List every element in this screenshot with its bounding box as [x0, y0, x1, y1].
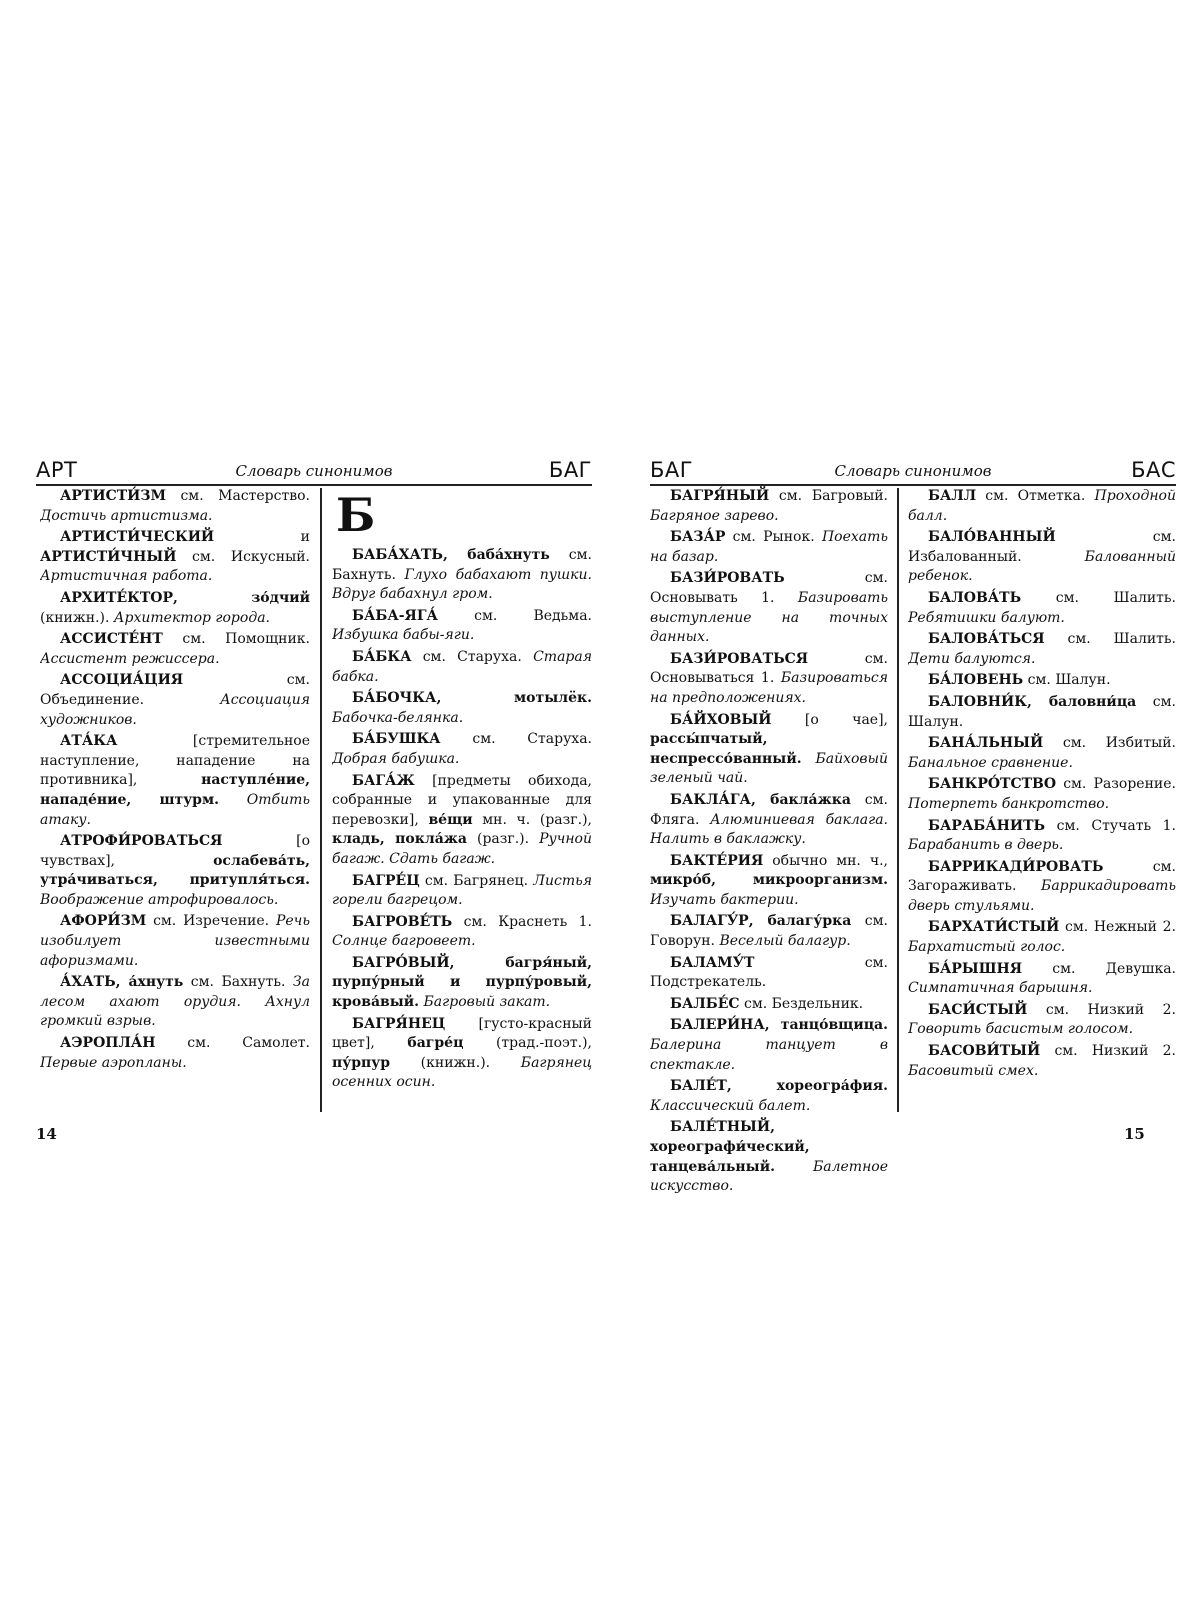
entry-headword: БАБА́ХАТЬ, баба́хнуть [352, 547, 550, 563]
entry-example: Ассистент режиссера. [40, 650, 220, 667]
dictionary-entry [908, 1042, 1176, 1081]
dictionary-entry [650, 711, 888, 789]
dictionary-entry [908, 858, 1176, 917]
dictionary-entry [650, 650, 888, 709]
dictionary-entry [650, 1077, 888, 1116]
entry-headword: БАЛОВНИ́К, баловни́ца [928, 693, 1137, 710]
entry-headword: БАРАБА́НИТЬ [928, 817, 1046, 834]
entry-text: см. Разорение. [1056, 776, 1176, 793]
entry-example: Архитектор города. [113, 609, 270, 626]
entry-headword: БА́БКА [352, 648, 412, 665]
entry-example: Балованный ребенок. [908, 548, 1176, 585]
entry-example: Листья горели багрецом. [332, 872, 592, 909]
entry-text: см. Низкий 2. [1040, 1043, 1176, 1060]
right-head-guide-word-start: БАГ [650, 458, 694, 482]
entry-headword: БАЛЕРИ́НА, танцо́вщица. [670, 1017, 888, 1034]
section-letter: Б [336, 488, 376, 542]
dictionary-entry [332, 730, 592, 769]
dictionary-entry [908, 528, 1176, 587]
entry-example: Дети балуются. [908, 650, 1036, 667]
entry-text: см. Старуха. [411, 648, 534, 665]
entry-example: Говорить басистым голосом. [908, 1021, 1134, 1038]
entry-headword: БА́ЙХОВЫЙ [670, 711, 772, 728]
entry-example: Классический балет. [650, 1097, 811, 1114]
entry-example: Изучать бактерии. [650, 891, 799, 908]
right-head-guide-word-end: БАС [1131, 458, 1176, 482]
entry-example: Глухо бабахают пушки. Вдруг бабахнул гром. [332, 566, 592, 603]
entry-text: см. Краснеть 1. [452, 913, 592, 930]
entry-text: (книжн.). [390, 1054, 521, 1071]
dictionary-entry [332, 913, 592, 952]
dictionary-entry [908, 630, 1176, 669]
entry-text: см. Стучать 1. [1045, 817, 1176, 834]
right-column-a [650, 486, 888, 1199]
entry-example: Старая бабка. [332, 648, 592, 685]
entry-headword: БАНА́ЛЬНЫЙ [928, 735, 1044, 752]
entry-headword: БАЗА́Р [670, 529, 726, 546]
entry-text: см. Основывать 1. [650, 570, 888, 606]
dictionary-entry [650, 1016, 888, 1075]
dictionary-entry [332, 872, 592, 911]
dictionary-entry [650, 954, 888, 993]
entry-example: Багрянец осенних осин. [332, 1054, 592, 1091]
page-number-left: 14 [36, 1125, 57, 1143]
entry-text: см. Помощник. [162, 631, 310, 648]
dictionary-entry [908, 1001, 1176, 1040]
entry-headword: АЭРОПЛА́Н [60, 1035, 156, 1052]
entry-text: см. Подстрекатель. [650, 954, 888, 991]
dictionary-entry [650, 852, 888, 911]
entry-headword: наступле́ние, нападе́ние, штурм. [40, 772, 310, 808]
entry-headword: БА́ЛОВЕНЬ [928, 672, 1024, 689]
entry-headword: микро́б, микроорганизм. [650, 872, 888, 889]
left-column-a [40, 486, 310, 1075]
entry-text: см. Шалун. [908, 693, 1176, 730]
entry-headword: АРХИТЕ́КТОР, зо́дчий [60, 589, 310, 606]
entry-headword: БА́БОЧКА, мотылёк. [352, 690, 592, 707]
entry-headword: АТА́КА [60, 733, 118, 750]
dictionary-entry [40, 630, 310, 669]
dictionary-entry [40, 671, 310, 730]
entry-text: см. Бахнуть. [332, 547, 592, 583]
dictionary-entry [908, 918, 1176, 957]
entry-example: Баррикадировать дверь стульями. [908, 878, 1176, 914]
entry-headword: БАГРЕ́Ц [352, 872, 420, 889]
entry-example: Добрая бабушка. [332, 750, 460, 767]
entry-example: Бабочка-белянка. [332, 709, 464, 726]
entry-example: Отбить атаку. [40, 791, 310, 828]
entry-example: Балетное искусство. [650, 1158, 888, 1195]
entry-text: см. Отметка. [976, 488, 1095, 504]
entry-text: [о чувствах], [40, 833, 310, 869]
entry-headword: АФОРИ́ЗМ [60, 913, 147, 930]
entry-text: см. Девушка. [1022, 960, 1176, 977]
entry-headword: ве́щи [428, 811, 473, 828]
entry-headword: БА́БА-ЯГА́ [352, 607, 438, 624]
entry-headword: АТРОФИ́РОВАТЬСЯ [60, 833, 223, 850]
dictionary-entry [908, 817, 1176, 856]
right-head-title: Словарь синонимов [834, 462, 992, 480]
dictionary-entry [908, 589, 1176, 628]
entry-example: Байховый зеленый чай. [650, 750, 888, 787]
entry-example: Проходной балл. [908, 488, 1176, 524]
left-head-title: Словарь синонимов [235, 462, 393, 480]
dictionary-entry [332, 689, 592, 728]
dictionary-entry [332, 648, 592, 687]
entry-headword: БАЛБЕ́С [670, 995, 740, 1012]
left-head-guide-word-end: БАГ [548, 458, 592, 482]
entry-example: Багровый закат. [423, 994, 551, 1011]
entry-text: см. Бахнуть. [183, 974, 293, 991]
dictionary-entry [332, 954, 592, 1013]
entry-text: [стремительное наступление, нападение на противника], [40, 733, 310, 789]
entry-example: Солнце багровеет. [332, 933, 476, 950]
entry-text [775, 1159, 813, 1175]
dictionary-entry [650, 1118, 888, 1196]
entry-example: Артистичная работа. [40, 568, 213, 585]
dictionary-entry [908, 960, 1176, 999]
entry-headword: БАЛО́ВАННЫЙ [928, 529, 1056, 546]
entry-text: см. Изречение. [146, 913, 276, 930]
dictionary-entry [650, 791, 888, 850]
entry-example: Веселый балагур. [719, 933, 851, 950]
dictionary-entry [40, 832, 310, 910]
entry-headword: БАКТЕ́РИЯ [670, 852, 764, 869]
entry-headword: БАЛОВА́ТЬ [928, 589, 1022, 606]
entry-text: см. Бездельник. [739, 995, 864, 1012]
left-column-divider [320, 488, 322, 1112]
entry-example: Бархатистый голос. [908, 939, 1066, 956]
entry-headword: БАЛЛ [928, 488, 977, 504]
dictionary-entry [908, 487, 1176, 526]
entry-text: см. Шалун. [1023, 672, 1111, 689]
dictionary-entry [908, 734, 1176, 773]
entry-headword: БАГРЯ́НЕЦ [352, 1015, 446, 1032]
entry-example: Ручной багаж. Сдать багаж. [332, 831, 592, 867]
left-running-head [36, 458, 592, 486]
entry-example: За лесом ахают орудия. Ахнул громкий взрыв. [40, 974, 310, 1030]
entry-example: Достичь артистизма. [40, 507, 213, 524]
entry-headword: БАЛАМУ́Т [670, 954, 755, 971]
entry-example: Ребятишки балуют. [908, 609, 1065, 626]
entry-headword: багре́ц [407, 1035, 464, 1052]
entry-example: Алюминиевая баклага. Налить в баклажку. [650, 811, 888, 848]
entry-text: см. Нежный 2. [1059, 919, 1176, 936]
dictionary-entry [908, 671, 1176, 691]
entry-example: Базировать выступление на точных данных. [650, 589, 888, 646]
entry-headword: АССОЦИА́ЦИЯ [60, 672, 184, 689]
left-head-guide-word-start: АРТ [36, 458, 78, 482]
entry-example: Потерпеть банкротство. [908, 795, 1110, 812]
entry-text: (разг.). [467, 831, 540, 848]
entry-headword: рассы́пчатый, неспрессо́ванный. [650, 731, 802, 767]
entry-headword: БАЛЕ́ТНЫЙ, хореографи́ческий, танцева́льный. [650, 1119, 810, 1175]
right-running-head [650, 458, 1176, 486]
entry-example: Басовитый смех. [908, 1062, 1039, 1079]
entry-text: см. Старуха. [440, 731, 592, 748]
entry-text: см. Основываться 1. [650, 650, 888, 687]
entry-text: см. Шалить. [1021, 589, 1176, 606]
entry-text: см. Говорун. [650, 913, 888, 950]
entry-text: см. Низкий 2. [1027, 1001, 1176, 1018]
entry-example: Ассоциация художников. [40, 691, 310, 728]
entry-headword: БАЛОВА́ТЬСЯ [928, 631, 1045, 648]
dictionary-entry [650, 912, 888, 951]
entry-example: Первые аэропланы. [40, 1054, 187, 1071]
entry-headword: БАНКРО́ТСТВО [928, 776, 1057, 793]
dictionary-entry [332, 607, 592, 646]
entry-text: (книжн.). [40, 609, 114, 626]
dictionary-entry [40, 528, 310, 587]
entry-headword: БАЗИ́РОВАТЬСЯ [670, 650, 809, 667]
entry-example: Поехать на базар. [650, 529, 888, 565]
entry-text: см. Загораживать. [908, 858, 1176, 895]
left-page [36, 458, 592, 1106]
entry-headword: БАГРЯ́НЫЙ [670, 488, 770, 504]
entry-text: см. Искусный. [176, 548, 310, 565]
entry-text: см. Фляга. [650, 791, 888, 828]
entry-headword: ослабева́ть, утра́чиваться, притупля́ться. [40, 852, 310, 889]
entry-text: см. Мастерство. [165, 488, 310, 504]
page-number-right: 15 [1124, 1125, 1145, 1143]
entry-headword: АССИСТЕ́НТ [60, 631, 163, 648]
entry-headword: БАРХАТИ́СТЫЙ [928, 919, 1060, 936]
dictionary-entry [40, 973, 310, 1032]
dictionary-entry [908, 775, 1176, 814]
entry-headword: АРТИСТИ́ЧНЫЙ [40, 548, 177, 565]
entry-headword: БАГРОВЕ́ТЬ [352, 913, 453, 930]
entry-text: и [214, 529, 310, 546]
entry-example: Барабанить в дверь. [908, 837, 1064, 854]
entry-headword: БАЗИ́РОВАТЬ [670, 570, 785, 587]
entry-text: см. Багровый. [769, 488, 888, 504]
entry-headword: БАГРО́ВЫЙ, багря́ный, пурпу́рный и пурпу́ровый, крова́вый. [332, 954, 592, 1011]
entry-example: Балерина танцует в спектакле. [650, 1037, 888, 1073]
entry-headword: пу́рпур [332, 1054, 390, 1071]
entry-headword: БАСИ́СТЫЙ [928, 1001, 1028, 1018]
entry-example: Речь изобилует известными афоризмами. [40, 913, 310, 969]
entry-headword: БАРРИКАДИ́РОВАТЬ [928, 858, 1104, 875]
entry-example: Воображение атрофировалось. [40, 891, 279, 908]
left-column-b [332, 486, 592, 1095]
entry-headword: БАСОВИ́ТЫЙ [928, 1043, 1041, 1060]
dictionary-entry [40, 487, 310, 526]
entry-headword: А́ХАТЬ, а́хнуть [60, 974, 184, 991]
entry-text: см. Самолет. [155, 1035, 310, 1052]
entry-headword: кладь, покла́жа [332, 831, 468, 848]
entry-text: [о чае], [771, 711, 888, 728]
entry-text: см. Избалованный. [908, 529, 1176, 565]
entry-headword: БАГА́Ж [352, 772, 415, 789]
dictionary-entry [650, 569, 888, 647]
entry-text: мн. ч. (разг.), [472, 811, 592, 828]
dictionary-entry [40, 589, 310, 628]
entry-text: см. Шалить. [1044, 631, 1176, 648]
entry-text [802, 751, 816, 767]
entry-headword: БАКЛА́ГА, бакла́жка [670, 791, 851, 808]
entry-headword: АРТИСТИ́ЗМ [60, 488, 166, 504]
entry-text: [предметы обихода, собранные и упакованные для перевозки], [332, 772, 592, 828]
dictionary-entry [650, 487, 888, 526]
entry-headword: БАЛЕ́Т, хореогра́фия. [670, 1078, 888, 1095]
entry-text [219, 792, 247, 808]
entry-example: Багряное зарево. [650, 507, 779, 524]
dictionary-entry [332, 772, 592, 870]
entry-example: Банальное сравнение. [908, 754, 1073, 771]
entry-headword: БА́БУШКА [352, 731, 441, 748]
entry-text: см. Избитый. [1043, 735, 1176, 752]
dictionary-entry [650, 995, 888, 1015]
entry-example: Базироваться на предположениях. [650, 670, 888, 706]
right-column-divider [897, 488, 899, 1112]
entry-text: см. Объединение. [40, 672, 310, 708]
entry-text: (трад.-поэт.), [463, 1035, 592, 1052]
left-column-b-entries [332, 546, 592, 1093]
dictionary-entry [40, 912, 310, 971]
entry-text: см. Рынок. [725, 529, 822, 546]
entry-text: [густо-красный цвет], [332, 1015, 592, 1052]
right-column-b [908, 486, 1176, 1083]
entry-headword: АРТИСТИ́ЧЕСКИЙ [60, 529, 215, 546]
left-page-columns [36, 486, 592, 1106]
entry-text: см. Багрянец. [419, 872, 534, 889]
dictionary-entry [332, 1015, 592, 1093]
dictionary-entry [908, 693, 1176, 732]
entry-headword: БА́РЫШНЯ [928, 960, 1023, 977]
entry-text: см. Ведьма. [437, 607, 592, 624]
dictionary-entry [40, 732, 310, 830]
entry-text: обычно мн. ч., [763, 852, 888, 869]
dictionary-entry [40, 1034, 310, 1073]
entry-example: Избушка бабы-яги. [332, 627, 475, 644]
dictionary-entry [332, 546, 592, 605]
entry-example: Симпатичная барышня. [908, 980, 1093, 997]
entry-headword: БАЛАГУ́Р, балагу́рка [670, 913, 852, 930]
dictionary-entry [650, 528, 888, 567]
